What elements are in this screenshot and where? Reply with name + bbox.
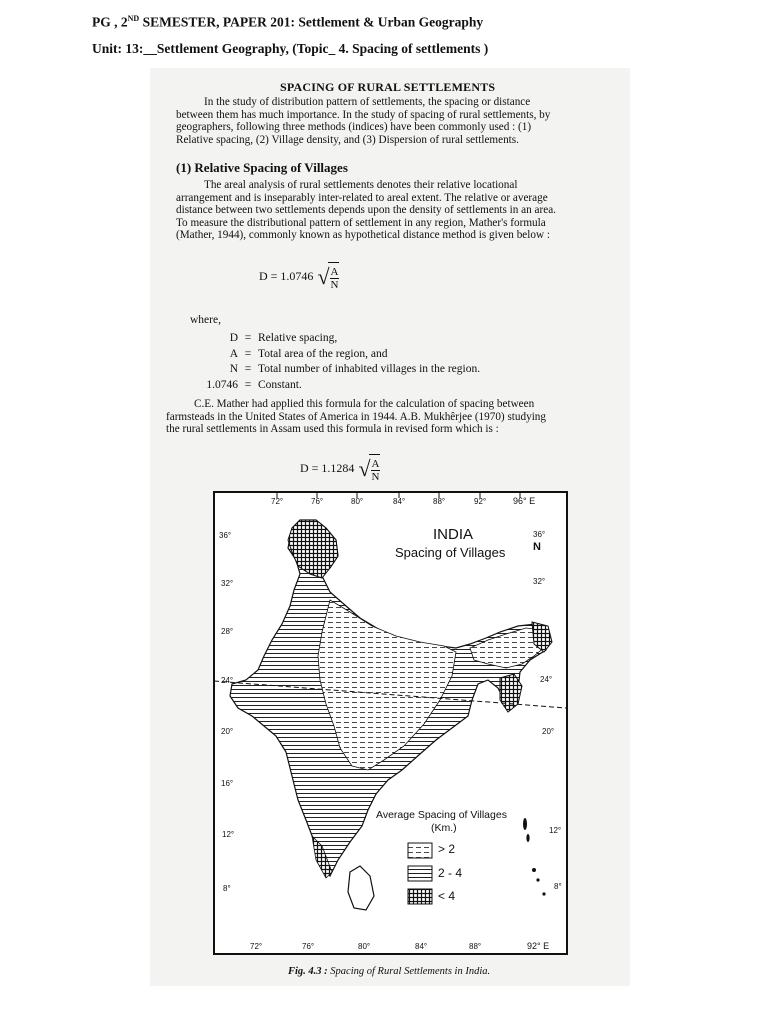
tick-bottom: 88° (469, 942, 482, 951)
header-rest: SEMESTER, PAPER 201: Settlement & Urban Geography (139, 14, 484, 30)
legend-title: Average Spacing of Villages (376, 809, 507, 821)
def-text: Total area of the region, and (258, 347, 388, 360)
tick-right: 20° (542, 727, 555, 736)
para-line: (Mather, 1944), commonly known as hypothetical distance method is given below : (176, 229, 550, 242)
def-eq: = (244, 347, 252, 360)
denominator: N (371, 471, 380, 483)
tick-left: 36° (219, 531, 232, 540)
tick-left: 8° (223, 884, 231, 893)
map-title: INDIA (433, 526, 474, 543)
header-prefix: PG , 2 (92, 14, 128, 30)
denominator: N (330, 279, 339, 291)
unit-header: Unit: 13:__Settlement Geography, (Topic_ 4. Spacing of settlements ) (92, 41, 489, 56)
tick-top: 72° (271, 497, 284, 506)
def-text: Total number of inhabited villages in the region. (258, 363, 481, 375)
tick-left: 12° (222, 830, 235, 839)
tick-bottom: 76° (302, 942, 315, 951)
tick-left: 24° (221, 676, 234, 685)
tick-right: 12° (549, 826, 562, 835)
sqrt-sign: √ (317, 263, 330, 289)
tick-top: 84° (393, 497, 406, 506)
def-symbol: N (229, 363, 238, 375)
tick-top: 92° (474, 497, 487, 506)
para-line: distance between two settlements depends upon the density of settlements in an area. (176, 204, 556, 217)
para-line: the rural settlements in Assam used this formula in revised form which is : (166, 423, 499, 436)
numerator: A (330, 266, 339, 278)
def-eq: = (244, 332, 252, 344)
tick-left: 20° (221, 727, 234, 736)
tick-bottom: 84° (415, 942, 428, 951)
para-line: farmsteads in the United States of America in 1944. A.B. Mukhêrjee (1970) studying (166, 410, 546, 423)
legend-swatch-2-4 (408, 866, 432, 881)
tick-bottom: 80° (358, 942, 371, 951)
tick-right: 24° (540, 675, 553, 684)
legend-label-over-2: > 2 (438, 842, 456, 856)
section-title: SPACING OF RURAL SETTLEMENTS (280, 80, 496, 94)
north-label: N (533, 541, 541, 553)
intro-line: In the study of distribution pattern of settlements, the spacing or distance (204, 96, 531, 108)
def-eq: = (244, 363, 252, 375)
para-line: The areal analysis of rural settlements denotes their relative locational (204, 179, 518, 191)
intro-line: geographers, following three methods (indices) have been commonly used : (1) (176, 121, 532, 134)
legend-swatch-over-2 (408, 843, 432, 858)
sqrt-sign: √ (358, 455, 371, 481)
tick-left: 32° (221, 579, 234, 588)
para-line: To measure the distributional pattern of settlement in any region, Mather's formula (176, 216, 546, 229)
caption-text: Spacing of Rural Settlements in India. (327, 966, 491, 977)
para-line: C.E. Mather had applied this formula for the calculation of spacing between (194, 398, 535, 410)
def-symbol: A (229, 347, 238, 360)
where-label: where, (190, 314, 221, 326)
tick-top: 88° (433, 497, 446, 506)
def-text: Constant. (258, 378, 302, 391)
tick-right: 8° (554, 882, 562, 891)
tick-right: 32° (533, 577, 546, 586)
legend-label-2-4: 2 - 4 (438, 866, 463, 880)
header-sup: ND (127, 14, 140, 23)
numerator: A (371, 458, 380, 470)
para-line: arrangement and is inseparably inter-related to areal extent. The relative or average (176, 191, 548, 204)
formula-lhs: D = 1.0746 (259, 269, 314, 283)
formula-lhs: D = 1.1284 (300, 461, 355, 475)
caption-label: Fig. 4.3 : (288, 966, 328, 977)
tick-right: 36° (533, 530, 546, 539)
tick-top: 76° (311, 497, 324, 506)
tick-bottom: 72° (250, 942, 263, 951)
legend-unit: (Km.) (431, 822, 457, 834)
tick-top: 96° E (513, 496, 536, 506)
figure-caption (288, 966, 490, 977)
legend-swatch-under-4 (408, 889, 432, 904)
map-subtitle: Spacing of Villages (395, 545, 506, 560)
legend-label-under-4: < 4 (438, 889, 456, 903)
intro-line: between them has much importance. In the study of spacing of rural settlements, by (176, 108, 551, 121)
intro-line: Relative spacing, (2) Village density, and (3) Dispersion of rural settlements. (176, 133, 519, 146)
tick-bottom: 92° E (527, 941, 550, 951)
tick-top: 80° (351, 497, 364, 506)
subheading: (1) Relative Spacing of Villages (176, 160, 348, 175)
def-eq: = (244, 378, 252, 391)
def-text: Relative spacing, (258, 332, 338, 344)
tick-left: 16° (221, 779, 234, 788)
tick-left: 28° (221, 627, 234, 636)
def-symbol: D (229, 332, 238, 344)
def-symbol: 1.0746 (206, 378, 238, 391)
